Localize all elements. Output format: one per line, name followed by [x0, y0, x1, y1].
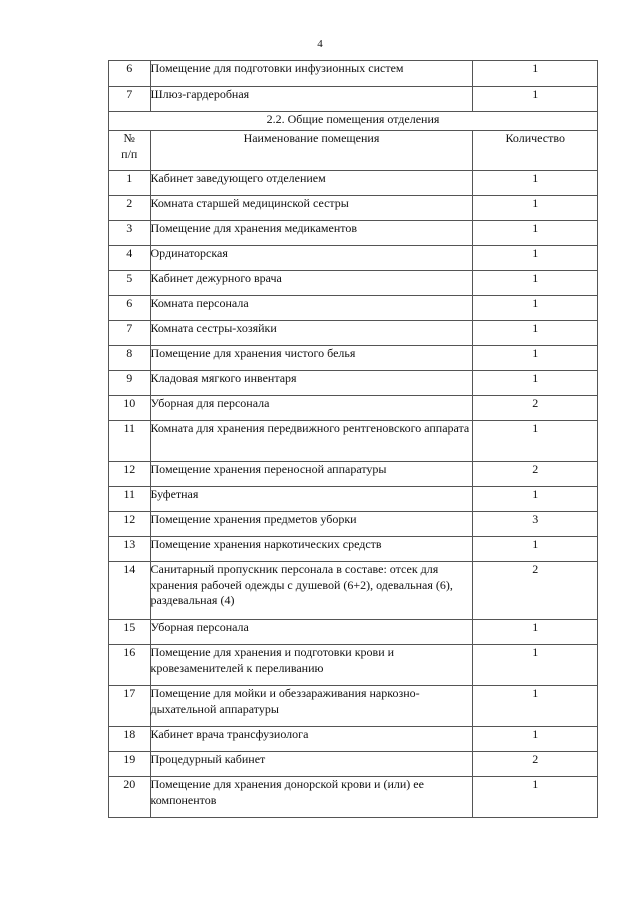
room-quantity: 1	[473, 620, 598, 645]
room-quantity: 1	[473, 487, 598, 512]
table-row	[109, 512, 598, 537]
room-name: Уборная для персонала	[150, 396, 473, 421]
row-number: 11	[109, 487, 151, 512]
room-quantity: 2	[473, 562, 598, 620]
header-number-abbrev: п/п	[121, 146, 138, 161]
room-quantity: 1	[473, 371, 598, 396]
room-name: Уборная персонала	[150, 620, 473, 645]
room-name: Комната для хранения передвижного рентгеновского аппарата	[150, 421, 473, 462]
row-number: 17	[109, 686, 151, 727]
row-number: 9	[109, 371, 151, 396]
room-name: Помещение для хранения и подготовки крови и кровезаменителей к переливанию	[150, 645, 473, 686]
row-number: 14	[109, 562, 151, 620]
row-number: 19	[109, 752, 151, 777]
row-number: 3	[109, 221, 151, 246]
room-name: Помещение для мойки и обеззараживания наркозно-дыхательной аппаратуры	[150, 686, 473, 727]
room-quantity: 1	[473, 271, 598, 296]
row-number: 12	[109, 512, 151, 537]
row-number: 7	[109, 321, 151, 346]
room-name: Кабинет заведующего отделением	[150, 171, 473, 196]
table-row	[109, 371, 598, 396]
row-number: 18	[109, 727, 151, 752]
room-quantity: 1	[473, 321, 598, 346]
room-quantity: 1	[473, 727, 598, 752]
room-quantity: 1	[473, 221, 598, 246]
room-name: Комната сестры-хозяйки	[150, 321, 473, 346]
room-name: Помещение хранения предметов уборки	[150, 512, 473, 537]
row-number: 1	[109, 171, 151, 196]
header-quantity: Количество	[473, 131, 598, 171]
row-number: 2	[109, 196, 151, 221]
room-name: Помещение для хранения чистого белья	[150, 346, 473, 371]
room-name: Помещение хранения переносной аппаратуры	[150, 462, 473, 487]
room-name: Кладовая мягкого инвентаря	[150, 371, 473, 396]
row-number: 8	[109, 346, 151, 371]
row-number: 10	[109, 396, 151, 421]
table-row	[109, 686, 598, 727]
table-row	[109, 777, 598, 818]
table-row	[109, 462, 598, 487]
row-number: 4	[109, 246, 151, 271]
row-number: 16	[109, 645, 151, 686]
table-row	[109, 87, 598, 112]
room-name: Помещение хранения наркотических средств	[150, 537, 473, 562]
section-title-row	[109, 112, 598, 131]
room-quantity: 2	[473, 396, 598, 421]
table-row	[109, 421, 598, 462]
table-row	[109, 396, 598, 421]
rooms-table	[108, 60, 598, 818]
table-row	[109, 271, 598, 296]
room-quantity: 1	[473, 171, 598, 196]
header-number-symbol: №	[123, 131, 135, 145]
row-number: 12	[109, 462, 151, 487]
room-quantity: 1	[473, 537, 598, 562]
room-name: Помещение для подготовки инфузионных систем	[150, 61, 473, 87]
room-name: Кабинет врача трансфузиолога	[150, 727, 473, 752]
table-row	[109, 752, 598, 777]
room-name: Помещение для хранения донорской крови и (или) ее компонентов	[150, 777, 473, 818]
room-quantity: 1	[473, 296, 598, 321]
row-number: 13	[109, 537, 151, 562]
room-name: Помещение для хранения медикаментов	[150, 221, 473, 246]
room-name: Кабинет дежурного врача	[150, 271, 473, 296]
row-number: 6	[109, 61, 151, 87]
table-row	[109, 171, 598, 196]
room-quantity: 1	[473, 87, 598, 112]
row-number: 7	[109, 87, 151, 112]
room-quantity: 2	[473, 462, 598, 487]
table-row	[109, 321, 598, 346]
room-name: Буфетная	[150, 487, 473, 512]
table-row	[109, 537, 598, 562]
table-row	[109, 620, 598, 645]
header-number	[109, 131, 151, 171]
page-number: 4	[317, 38, 323, 50]
room-name: Комната персонала	[150, 296, 473, 321]
room-name: Ординаторская	[150, 246, 473, 271]
room-name: Процедурный кабинет	[150, 752, 473, 777]
room-quantity: 1	[473, 196, 598, 221]
table-row	[109, 296, 598, 321]
room-name: Комната старшей медицинской сестры	[150, 196, 473, 221]
table-row	[109, 727, 598, 752]
table-row	[109, 562, 598, 620]
room-quantity: 1	[473, 246, 598, 271]
table-row	[109, 487, 598, 512]
room-quantity: 2	[473, 752, 598, 777]
table-header-row	[109, 131, 598, 171]
table-row	[109, 246, 598, 271]
room-name: Шлюз-гардеробная	[150, 87, 473, 112]
row-number: 11	[109, 421, 151, 462]
table-row	[109, 645, 598, 686]
table-row	[109, 61, 598, 87]
table-row	[109, 221, 598, 246]
table-row	[109, 196, 598, 221]
room-quantity: 1	[473, 421, 598, 462]
room-quantity: 3	[473, 512, 598, 537]
row-number: 5	[109, 271, 151, 296]
room-quantity: 1	[473, 346, 598, 371]
room-quantity: 1	[473, 645, 598, 686]
header-name: Наименование помещения	[150, 131, 473, 171]
room-quantity: 1	[473, 686, 598, 727]
room-quantity: 1	[473, 61, 598, 87]
table-row	[109, 346, 598, 371]
section-title: 2.2. Общие помещения отделения	[109, 112, 598, 131]
room-quantity: 1	[473, 777, 598, 818]
row-number: 15	[109, 620, 151, 645]
row-number: 6	[109, 296, 151, 321]
row-number: 20	[109, 777, 151, 818]
room-name: Санитарный пропускник персонала в составе: отсек для хранения рабочей одежды с душевой (6+2), одевальная (6), раздевальная (4)	[150, 562, 473, 620]
